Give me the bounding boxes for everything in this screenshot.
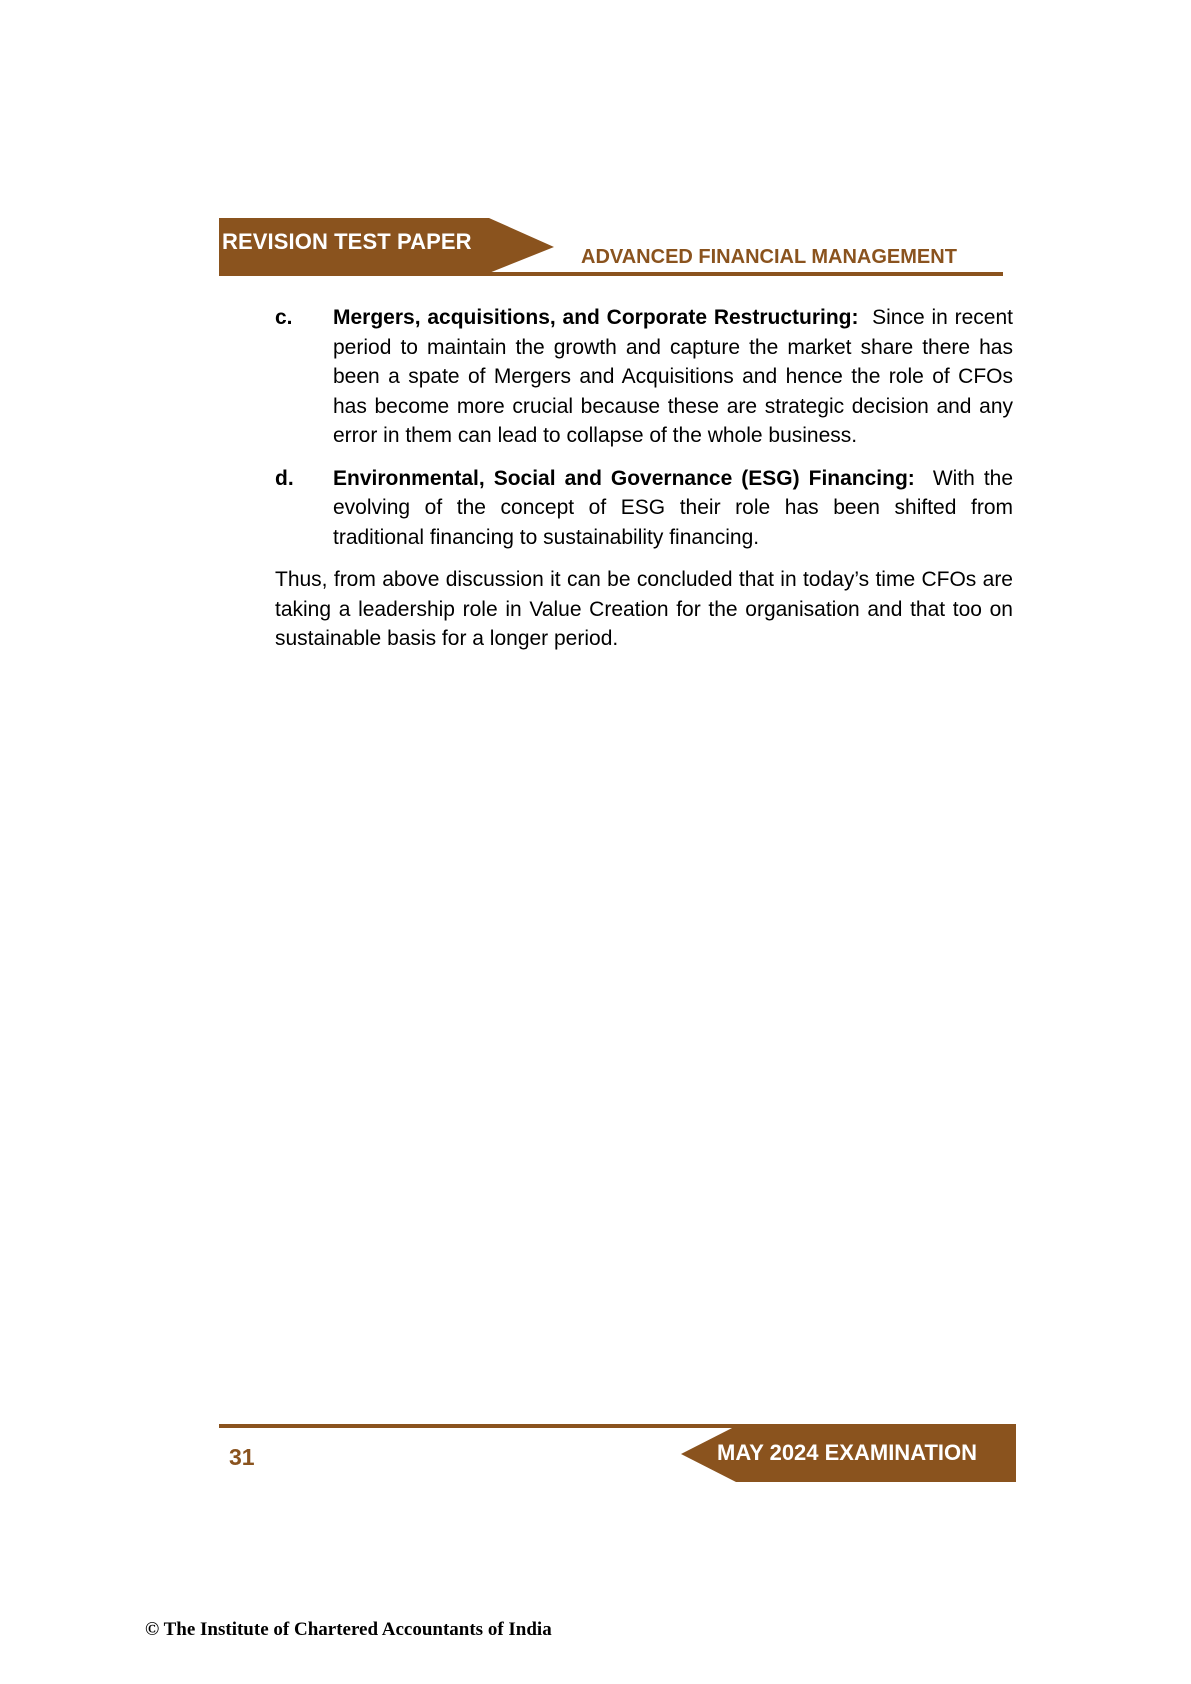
list-item-marker: d. [275,466,294,490]
header-divider [219,272,1003,276]
list-item-d [275,464,1013,553]
footer-exam-label: MAY 2024 EXAMINATION [717,1440,978,1465]
header-tab-label: REVISION TEST PAPER [222,229,472,254]
page-number: 31 [229,1444,255,1470]
list-item-body [333,464,1013,553]
list-item-title: Mergers, acquisitions, and Corporate Restructuring: [333,306,859,329]
list-item-text: Since in recent period to maintain the growth and capture the market share there has been a spate of Mergers and Acquisitions and hence the role of CFOs has become more crucial because these are strategic decision and any error in them can lead to collapse of the whole business. [333,306,1013,447]
header-subject: ADVANCED FINANCIAL MANAGEMENT [581,246,957,268]
conclusion-paragraph: Thus, from above discussion it can be concluded that in today’s time CFOs are taking a leadership role in Value Creation for the organisation and that too on sustainable basis for a longer period. [275,568,1013,650]
list-item-c [275,303,1013,451]
list-item-marker: c. [275,306,293,329]
list-item-text: With the evolving of the concept of ESG their role has been shifted from traditional financing to sustainability financing. [333,466,1014,549]
list-item-body [333,303,1013,451]
copyright-notice: © The Institute of Chartered Accountants of India [145,1619,552,1640]
list-item-title: Environmental, Social and Governance (ESG) Financing: [333,466,915,490]
page-content [275,303,1013,654]
